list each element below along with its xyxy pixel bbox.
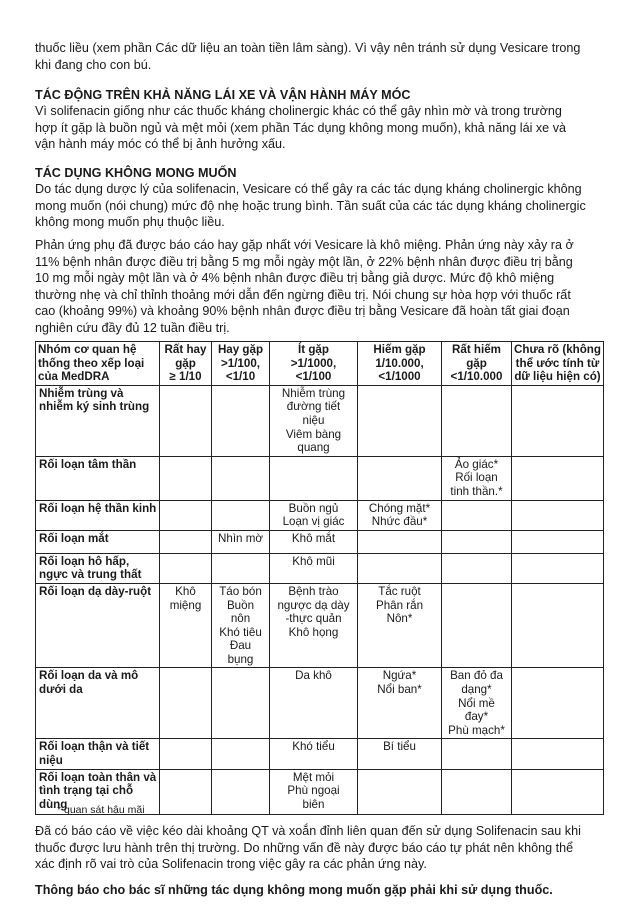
table-footnote: * quan sát hậu mãi — [57, 804, 145, 816]
frequency-cell — [160, 553, 212, 583]
table-row — [36, 500, 604, 530]
frequency-cell — [442, 769, 512, 814]
table-body — [36, 385, 604, 814]
frequency-cell: Bí tiểu — [358, 739, 442, 769]
text-line: xác định rõ vai trò của Solifenacin trong việc gây ra các phản ứng này. — [35, 857, 427, 871]
table-row — [36, 456, 604, 500]
frequency-cell — [212, 500, 270, 530]
frequency-cell — [358, 769, 442, 814]
frequency-cell — [358, 456, 442, 500]
frequency-cell — [212, 385, 270, 456]
frequency-cell — [442, 739, 512, 769]
frequency-cell — [160, 668, 212, 739]
frequency-cell — [442, 553, 512, 583]
organ-class-cell: Rối loạn tâm thần — [36, 456, 160, 500]
organ-class-cell: Nhiễm trùng và nhiễm ký sinh trùng — [36, 385, 160, 456]
frequency-cell: Khô mũi — [270, 553, 358, 583]
text-line: nghiên cứu đầy đủ 12 tuần điều trị. — [35, 320, 230, 335]
frequency-cell — [512, 385, 604, 456]
frequency-cell — [212, 553, 270, 583]
frequency-cell — [212, 456, 270, 500]
frequency-cell: Ngứa* Nổi ban* — [358, 668, 442, 739]
table-header-row — [36, 342, 604, 386]
frequency-cell — [512, 739, 604, 769]
intro-paragraph — [35, 40, 605, 73]
organ-class-cell: Rối loạn hệ thần kinh — [36, 500, 160, 530]
driving-heading: TÁC ĐỘNG TRÊN KHẢ NĂNG LÁI XE VÀ VẬN HÀNH MÁY MÓC — [35, 88, 411, 102]
frequency-cell — [512, 668, 604, 739]
header-uncommon: Ít gặp >1/1000, <1/100 — [270, 342, 358, 386]
organ-class-cell: Rối loạn thận và tiết niệu — [36, 739, 160, 769]
frequency-cell — [160, 739, 212, 769]
frequency-cell — [512, 769, 604, 814]
frequency-cell — [512, 553, 604, 583]
frequency-cell: Bệnh trào ngược dạ dày -thực quản Khô họng — [270, 583, 358, 668]
frequency-cell: Chóng mặt* Nhức đầu* — [358, 500, 442, 530]
frequency-cell — [270, 456, 358, 500]
frequency-cell: Táo bón Buồn nôn Khó tiêu Đau bụng — [212, 583, 270, 668]
frequency-cell — [212, 769, 270, 814]
frequency-cell — [442, 530, 512, 553]
adverse-paragraph-2 — [35, 237, 605, 336]
frequency-cell — [160, 385, 212, 456]
text-line: Đã có báo cáo về việc kéo dài khoảng QT và xoắn đỉnh liên quan đến sử dụng Solifenacin sau khi — [35, 824, 581, 838]
text-line: thuốc được lưu hành trên thị trường. Do những vấn đề này được báo cáo tự phát nên không thể — [35, 840, 574, 855]
text-line: Phản ứng phụ đã được báo cáo hay gặp nhất với Vesicare là khô miệng. Phản ứng này xảy ra ở — [35, 238, 574, 252]
organ-class-cell: Rối loạn dạ dày-ruột — [36, 583, 160, 668]
text-line: hợp ít gặp là buồn ngủ và mệt mỏi (xem phần Tác dụng không mong muốn), khả năng lái xe và — [35, 120, 566, 135]
organ-class-cell: Rối loạn mắt — [36, 530, 160, 553]
organ-class-cell: Rối loạn hô hấp, ngực và trung thất — [36, 553, 160, 583]
frequency-cell — [442, 385, 512, 456]
text-line: Do tác dụng dược lý của solifenacin, Vesicare có thể gây ra các tác dụng kháng cholinergic không — [35, 182, 582, 196]
table-row — [36, 668, 604, 739]
frequency-cell — [212, 668, 270, 739]
frequency-cell — [512, 583, 604, 668]
frequency-cell — [160, 456, 212, 500]
frequency-cell — [442, 500, 512, 530]
organ-class-cell: Rối loạn da và mô dưới da — [36, 668, 160, 739]
text-line: Vì solifenacin giống như các thuốc kháng cholinergic khác có thể gây nhìn mờ và trong trường — [35, 104, 562, 118]
text-line: 10 mg mỗi ngày một lần và ở 4% bệnh nhân được điều trị bằng giả dược. Mức độ khô miệng — [35, 271, 555, 285]
table-row — [36, 530, 604, 553]
adverse-effects-heading: TÁC DỤNG KHÔNG MONG MUỐN — [35, 166, 237, 180]
frequency-cell: Buồn ngủ Loạn vị giác — [270, 500, 358, 530]
table-row — [36, 553, 604, 583]
frequency-cell — [512, 500, 604, 530]
frequency-cell: Mệt mỏi Phù ngoại biên — [270, 769, 358, 814]
frequency-cell: Nhìn mờ — [212, 530, 270, 553]
text-line: mong muốn (nói chung) mức độ nhẹ hoặc trung bình. Tần suất của các tác dụng kháng cholinergic — [35, 198, 586, 213]
text-line: thuốc liều (xem phần Các dữ liệu an toàn tiền lâm sàng). Vì vậy nên tránh sử dụng Vesicare trong — [35, 41, 581, 55]
text-line: vận hành máy móc có thể bị ảnh hưởng xấu. — [35, 137, 286, 151]
header-not-known: Chưa rõ (không thể ước tính từ dữ liệu hiện có) — [512, 342, 604, 386]
organ-class-cell: Rối loạn toàn thân và tình trạng tại chỗ dùng — [36, 769, 160, 814]
frequency-cell — [212, 739, 270, 769]
table-row — [36, 739, 604, 769]
header-common: Hay gặp >1/100, <1/10 — [212, 342, 270, 386]
text-line: cao (khoảng 99%) và khoảng 90% bệnh nhân được điều trị bằng Vesicare đã hoàn tất giai đoạn — [35, 304, 570, 318]
text-line: khi đang cho con bú. — [35, 57, 152, 72]
frequency-cell: Ảo giác* Rối loạn tinh thần.* — [442, 456, 512, 500]
frequency-cell — [160, 530, 212, 553]
adverse-effects-table — [35, 341, 604, 815]
qt-paragraph — [35, 823, 605, 873]
text-line: 11% bệnh nhân được điều trị bằng 5 mg mỗi ngày một lần, ở 22% bệnh nhân được điều trị bằng — [35, 254, 573, 269]
frequency-cell — [358, 553, 442, 583]
frequency-cell: Tắc ruột Phân rắn Nôn* — [358, 583, 442, 668]
frequency-cell — [160, 769, 212, 814]
adverse-paragraph-1 — [35, 181, 605, 231]
frequency-cell — [512, 456, 604, 500]
frequency-cell: Khô mắt — [270, 530, 358, 553]
frequency-cell — [442, 583, 512, 668]
frequency-cell — [358, 530, 442, 553]
table-row — [36, 583, 604, 668]
frequency-cell: Khô miệng — [160, 583, 212, 668]
table-row — [36, 385, 604, 456]
header-very-common: Rất hay gặp ≥ 1/10 — [160, 342, 212, 386]
header-soc: Nhóm cơ quan hệ thống theo xếp loại của MedDRA — [36, 342, 160, 386]
text-line: không mong muốn phụ thuộc liều. — [35, 215, 225, 229]
frequency-cell: Khó tiểu — [270, 739, 358, 769]
notice-text: Thông báo cho bác sĩ những tác dụng không mong muốn gặp phải khi sử dụng thuốc. — [35, 883, 553, 897]
frequency-cell: Da khô — [270, 668, 358, 739]
frequency-cell — [358, 385, 442, 456]
header-very-rare: Rất hiếm gặp <1/10.000 — [442, 342, 512, 386]
driving-paragraph — [35, 103, 605, 153]
frequency-cell — [512, 530, 604, 553]
header-rare: Hiếm gặp 1/10.000, <1/1000 — [358, 342, 442, 386]
text-line: thường nhẹ và chỉ thỉnh thoảng mới dẫn đến ngừng điều trị. Nói chung sự hòa hợp với thuốc rất — [35, 287, 571, 302]
frequency-cell: Ban đỏ đa dạng* Nổi mề đay* Phù mạch* — [442, 668, 512, 739]
frequency-cell: Nhiễm trùng đường tiết niệu Viêm bàng quang — [270, 385, 358, 456]
frequency-cell — [160, 500, 212, 530]
